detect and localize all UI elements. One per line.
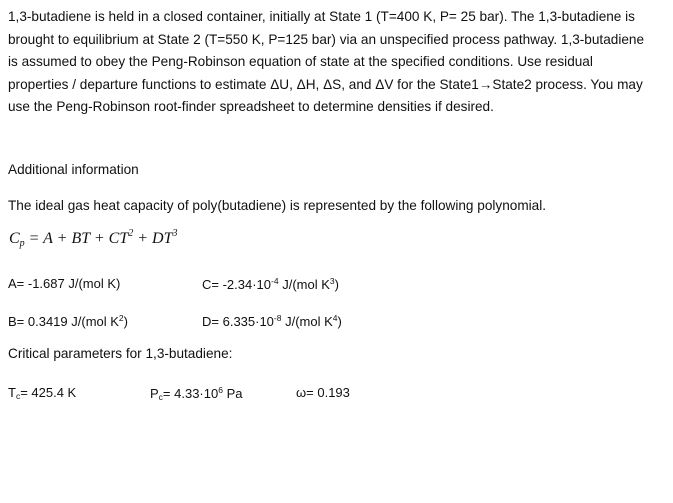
coefficient-b (8, 313, 128, 329)
coefficient-b-label: B= (8, 314, 25, 329)
critical-pressure-unit: Pa (222, 386, 243, 401)
coefficient-c (202, 276, 339, 292)
coefficient-c-close: ) (334, 277, 339, 292)
coefficient-c-label: C= (202, 277, 219, 292)
formula-lhs-subscript: p (19, 238, 25, 249)
formula-exponent-2: 2 (128, 228, 134, 239)
problem-statement: 1,3-butadiene is held in a closed container, initially at State 1 (T=400 K, P= 25 bar). The 1,3-butadiene is brought to equilibrium at State 2 (T=550 K, P=125 bar) via an unspecified process pathway. 1,3-butadiene is assumed to obey the Peng-Robinson equation of state at the specified conditions. Use residual properties / departure functions to estimate ΔU, ΔH, ΔS, and ΔV for the State1→State2 process. You may use the Peng-Robinson root-finder spreadsheet to determine densities if desired. (8, 9, 645, 115)
coefficient-c-unit-exponent: 3 (329, 276, 335, 286)
critical-parameters-heading: Critical parameters for 1,3-butadiene: (8, 346, 233, 361)
formula-lhs: C (9, 230, 20, 247)
critical-pressure-symbol: P (150, 386, 159, 401)
critical-temperature-symbol: T (8, 385, 16, 400)
coefficient-a-value: -1.687 J/(mol K) (24, 276, 121, 291)
critical-pressure (150, 385, 242, 402)
acentric-factor-value: = 0.193 (306, 385, 350, 400)
heat-capacity-intro: The ideal gas heat capacity of poly(butadiene) is represented by the following polynomial. (8, 198, 547, 213)
formula-exponent-3: 3 (172, 228, 178, 239)
acentric-factor (296, 385, 350, 400)
coefficient-c-unit: J/(mol K (278, 277, 330, 292)
coefficient-d-mantissa: 6.335·10 (218, 314, 274, 329)
heat-capacity-formula (9, 228, 177, 249)
critical-temperature-value: = 425.4 K (20, 385, 77, 400)
coefficient-d (202, 313, 342, 329)
formula-rhs-part1: = A + BT + CT (24, 230, 129, 247)
coefficient-d-close: ) (337, 314, 342, 329)
coefficient-b-unit-exponent: 2 (118, 313, 124, 323)
critical-pressure-subscript: c (158, 392, 163, 402)
critical-pressure-exponent: 6 (218, 385, 223, 395)
acentric-factor-symbol: ω (296, 385, 307, 400)
formula-rhs-part2: + DT (133, 230, 173, 247)
coefficient-b-close: ) (123, 314, 128, 329)
coefficient-c-mantissa: -2.34·10 (218, 277, 272, 292)
coefficient-b-value: 0.3419 J/(mol K (24, 314, 119, 329)
coefficient-d-unit-exponent: 4 (332, 313, 338, 323)
coefficient-d-unit: J/(mol K (281, 314, 333, 329)
critical-temperature (8, 385, 76, 401)
coefficient-a (8, 276, 120, 291)
coefficient-d-label: D= (202, 314, 219, 329)
coefficient-d-exponent: -8 (273, 313, 282, 323)
additional-info-heading: Additional information (8, 162, 139, 177)
critical-temperature-subscript: c (15, 391, 21, 401)
coefficient-a-label: A= (8, 276, 25, 291)
coefficient-c-exponent: -4 (271, 276, 279, 286)
critical-pressure-mantissa: = 4.33·10 (162, 386, 219, 401)
